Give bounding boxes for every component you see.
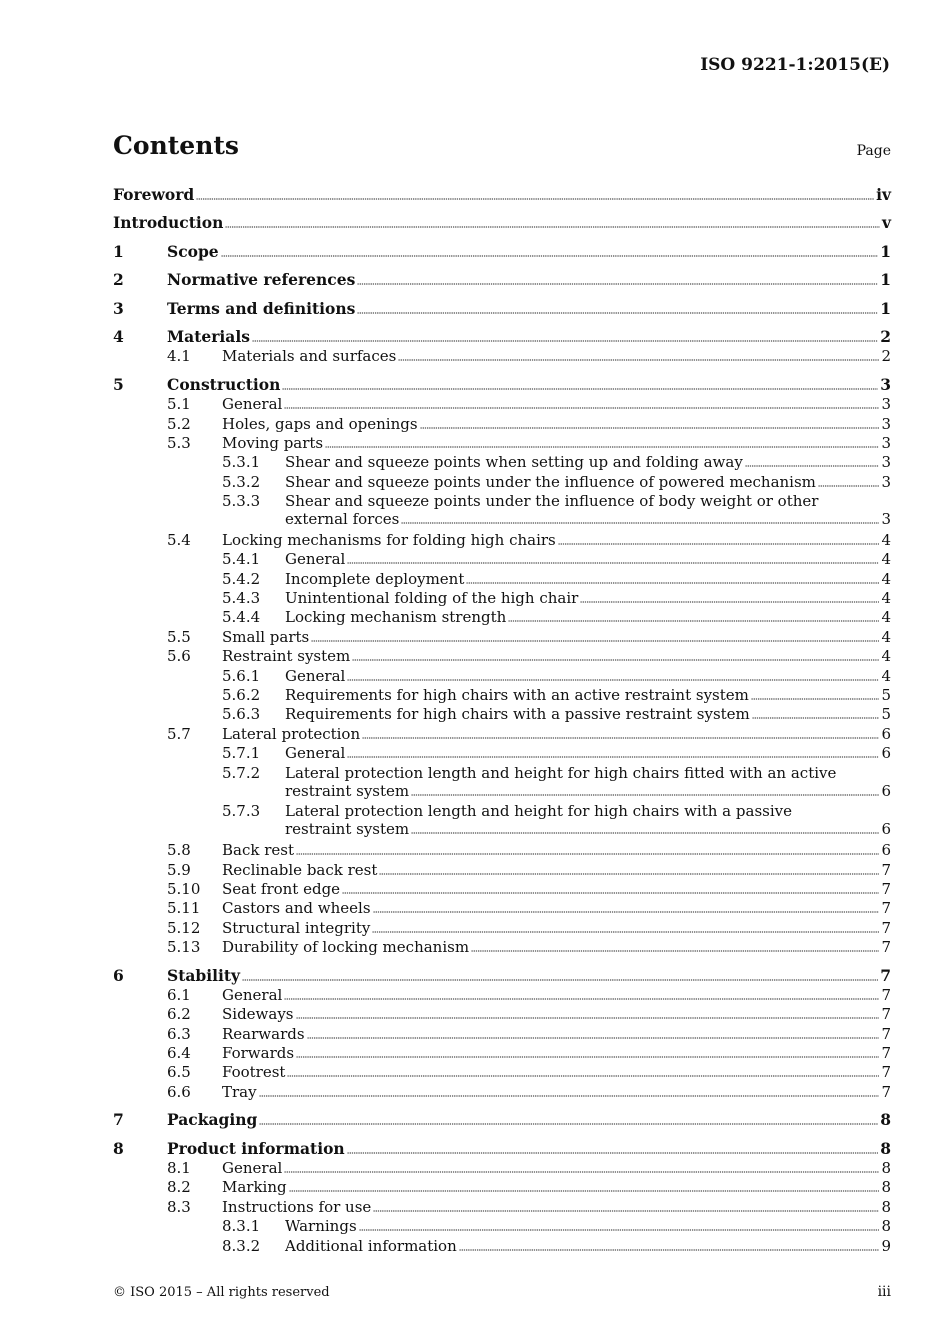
toc-entry-number: 5.4.2 [222, 569, 261, 588]
dot-leader [818, 483, 880, 487]
dot-leader [196, 196, 874, 200]
toc-entry-title: Product information [167, 1138, 345, 1158]
toc-entry-number: 4.1 [167, 347, 191, 366]
toc-entry-number: 5.9 [167, 860, 191, 879]
toc-entry-number: 6.4 [167, 1044, 191, 1063]
dot-leader [221, 253, 879, 257]
toc-entry-page: 2 [880, 326, 891, 346]
toc-entry-page: 5 [881, 686, 891, 704]
toc-entry-page: 7 [881, 1044, 891, 1063]
toc-entry-number: 5.7.2 [222, 763, 261, 782]
dot-leader [359, 1227, 880, 1231]
toc-entry-page: 1 [880, 241, 891, 261]
toc-entry[interactable] [113, 880, 891, 899]
toc-entry-title-continued: external forces [285, 510, 400, 529]
toc-entry[interactable] [113, 647, 891, 666]
toc-entry[interactable] [113, 628, 891, 647]
toc-entry-number: 6.5 [167, 1063, 191, 1082]
toc-entry-page: 4 [881, 530, 891, 549]
toc-entry-number: 5.8 [167, 841, 191, 860]
toc-entry-page: 4 [881, 666, 891, 685]
toc-entry-title: Shear and squeeze points under the influence of body weight or other [285, 492, 819, 511]
toc-entry-page: 3 [881, 453, 891, 472]
toc-entry-page: 4 [881, 647, 891, 666]
toc-entry-page: 4 [881, 608, 891, 627]
toc-entry-title: Castors and wheels [222, 899, 371, 918]
toc-entry-number: 2 [113, 270, 124, 290]
toc-entry-page: 6 [881, 744, 891, 763]
toc-entry-page: 3 [881, 414, 891, 433]
toc-entry-page: 3 [880, 374, 891, 394]
toc-entry-number: 8.1 [167, 1159, 191, 1178]
toc-entry-page: 8 [880, 1138, 891, 1158]
toc-entry[interactable] [113, 570, 891, 589]
dot-leader [284, 1169, 879, 1173]
toc-entry-number: 8 [113, 1138, 124, 1158]
toc-entry-number: 5 [113, 374, 124, 394]
toc-entry-title: Moving parts [222, 433, 324, 452]
toc-entry[interactable] [113, 328, 891, 347]
toc-entry[interactable] [113, 1111, 891, 1130]
toc-entry-number: 8.3.2 [222, 1236, 261, 1255]
toc-entry-number: 5.3 [167, 433, 191, 452]
dot-leader [580, 599, 879, 603]
toc-entry-page: iv [876, 185, 891, 204]
toc-entry-title: Lateral protection length and height for high chairs with a passive [285, 802, 792, 821]
dot-leader [362, 735, 879, 739]
toc-entry-title: Small parts [222, 627, 310, 646]
toc-entry-title: Requirements for high chairs with a passive restraint system [285, 705, 750, 724]
dot-leader [284, 405, 879, 409]
toc-entry-page: 7 [881, 879, 891, 898]
toc-entry-page: 7 [881, 899, 891, 918]
toc-entry-page: 7 [881, 1082, 891, 1101]
dot-leader [411, 792, 879, 796]
toc-entry-number: 6.1 [167, 985, 191, 1004]
toc-entry-title: General [285, 744, 346, 763]
dot-leader [379, 871, 879, 875]
toc-entry[interactable] [113, 271, 891, 290]
toc-entry-number: 5.10 [167, 879, 201, 898]
toc-entry-title: Incomplete deployment [285, 569, 465, 588]
toc-entry-title: Seat front edge [222, 879, 341, 898]
toc-entry[interactable] [113, 919, 891, 938]
footer-page-number: iii [877, 1284, 891, 1300]
toc-entry-number: 5.13 [167, 938, 201, 957]
toc-entry[interactable] [113, 347, 891, 366]
toc-entry[interactable] [113, 1025, 891, 1044]
toc-entry-page: 8 [881, 1178, 891, 1197]
toc-entry[interactable] [113, 589, 891, 608]
toc-entry-number: 6.2 [167, 1005, 191, 1024]
dot-leader [357, 281, 878, 285]
toc-entry[interactable] [113, 434, 891, 453]
toc-entry-number: 5.11 [167, 899, 201, 918]
toc-entry-page: v [881, 213, 891, 233]
toc-entry-title: General [222, 985, 283, 1004]
toc-entry-title-continued: restraint system [285, 820, 410, 839]
toc-entry[interactable] [113, 1237, 891, 1256]
toc-entry[interactable] [113, 415, 891, 434]
toc-entry-title: Unintentional folding of the high chair [285, 589, 579, 608]
toc-entry[interactable] [113, 1083, 891, 1102]
dot-leader [745, 463, 880, 467]
toc-entry[interactable] [113, 300, 891, 319]
toc-entry-title: General [222, 1159, 283, 1178]
toc-entry-number: 5.1 [167, 395, 191, 414]
toc-entry-number: 6.3 [167, 1024, 191, 1043]
dot-leader [287, 1073, 879, 1077]
dot-leader [225, 224, 880, 228]
dot-leader [296, 1054, 879, 1058]
toc-entry[interactable] [113, 1159, 891, 1178]
toc-entry-page: 4 [881, 627, 891, 646]
toc-entry[interactable] [113, 376, 891, 395]
toc-entry-title: Stability [167, 965, 241, 985]
toc-entry-number: 3 [113, 298, 124, 318]
toc-entry-title: Warnings [285, 1217, 357, 1236]
toc-entry-number: 5.3.1 [222, 453, 261, 472]
table-of-contents [113, 186, 891, 1256]
toc-entry[interactable] [113, 986, 891, 1005]
toc-entry[interactable] [113, 395, 891, 414]
toc-entry-title: Requirements for high chairs with an active restraint system [285, 686, 749, 704]
toc-entry-number: 5.6.1 [222, 666, 261, 685]
toc-entry-title-continued: restraint system [285, 781, 410, 800]
toc-entry-page: 3 [881, 510, 891, 529]
dot-leader [289, 1188, 880, 1192]
toc-entry-number: 8.3.1 [222, 1217, 261, 1236]
toc-entry-title: Materials [167, 326, 250, 346]
toc-entry-number: 5.7 [167, 724, 191, 743]
dot-leader [259, 1121, 878, 1125]
toc-entry-page: 8 [881, 1197, 891, 1216]
dot-leader [284, 996, 879, 1000]
toc-entry-page: 9 [881, 1236, 891, 1255]
toc-entry-number: 5.7.3 [222, 802, 261, 821]
dot-leader [398, 357, 879, 361]
toc-entry-page: 6 [881, 841, 891, 860]
toc-entry-number: 8.2 [167, 1178, 191, 1197]
toc-entry-title: General [285, 550, 346, 569]
toc-entry-number: 5.7.1 [222, 744, 261, 763]
toc-entry[interactable] [113, 686, 891, 705]
toc-entry-number: 5.3.2 [222, 472, 261, 491]
toc-entry[interactable] [113, 899, 891, 918]
toc-entry-number: 6.6 [167, 1082, 191, 1101]
toc-entry-page: 6 [881, 820, 891, 839]
toc-entry-title: Construction [167, 374, 281, 394]
toc-entry-title: Instructions for use [222, 1197, 372, 1216]
toc-entry-number: 5.4.1 [222, 550, 261, 569]
page-column-label: Page [856, 143, 891, 159]
toc-entry-page: 7 [881, 1005, 891, 1024]
toc-entry-title: Reclinable back rest [222, 860, 378, 879]
dot-leader [242, 977, 878, 981]
toc-entry-page: 6 [881, 781, 891, 800]
toc-entry[interactable] [113, 1178, 891, 1197]
toc-entry-page: 8 [881, 1217, 891, 1236]
dot-leader [752, 715, 880, 719]
toc-entry-number: 5.2 [167, 414, 191, 433]
toc-entry[interactable] [113, 608, 891, 627]
toc-entry-number: 7 [113, 1110, 124, 1130]
toc-entry-title: Sideways [222, 1005, 294, 1024]
dot-leader [751, 696, 880, 700]
toc-entry-title: Additional information [285, 1236, 457, 1255]
dot-leader [459, 1247, 880, 1251]
toc-entry-number: 5.4 [167, 530, 191, 549]
toc-entry[interactable] [113, 1217, 891, 1236]
dot-leader [357, 310, 878, 314]
dot-leader [420, 425, 880, 429]
toc-entry[interactable] [113, 764, 891, 803]
toc-entry[interactable] [113, 531, 891, 550]
dot-leader [342, 890, 879, 894]
dot-leader [296, 1015, 880, 1019]
toc-entry-page: 6 [881, 724, 891, 743]
toc-entry-title: Introduction [113, 213, 224, 233]
toc-entry-title: Footrest [222, 1063, 286, 1082]
dot-leader [466, 580, 879, 584]
toc-entry-title: Scope [167, 241, 219, 261]
dot-leader [347, 754, 879, 758]
dot-leader [307, 1035, 880, 1039]
toc-entry-page: 7 [881, 985, 891, 1004]
document-id: ISO 9221-1:2015(E) [700, 55, 890, 75]
toc-entry-page: 5 [881, 705, 891, 724]
toc-entry-title: Marking [222, 1178, 287, 1197]
toc-entry-title: Shear and squeeze points under the influence of powered mechanism [285, 472, 816, 491]
toc-entry-title: Locking mechanism strength [285, 608, 507, 627]
dot-leader [282, 386, 878, 390]
dot-leader [347, 560, 879, 564]
toc-entry-page: 7 [881, 1063, 891, 1082]
toc-entry-page: 7 [881, 1024, 891, 1043]
toc-entry[interactable] [113, 705, 891, 724]
footer-copyright: © ISO 2015 – All rights reserved [113, 1285, 330, 1300]
toc-entry-page: 7 [880, 965, 891, 985]
toc-entry-page: 1 [880, 270, 891, 290]
dot-leader [252, 338, 878, 342]
toc-entry-page: 1 [880, 298, 891, 318]
toc-entry-number: 1 [113, 241, 124, 261]
toc-entry-title: General [285, 666, 346, 685]
toc-entry-title: Back rest [222, 841, 294, 860]
toc-entry[interactable] [113, 802, 891, 841]
dot-leader [352, 657, 879, 661]
toc-entry-page: 8 [881, 1159, 891, 1178]
toc-entry-title: Durability of locking mechanism [222, 938, 470, 957]
dot-leader [558, 541, 880, 545]
toc-entry[interactable] [113, 453, 891, 472]
toc-entry-page: 4 [881, 569, 891, 588]
dot-leader [411, 830, 879, 834]
toc-entry-title: Shear and squeeze points when setting up and folding away [285, 453, 743, 472]
page-title: Contents [113, 131, 240, 160]
dot-leader [373, 909, 880, 913]
toc-entry-number: 6 [113, 965, 124, 985]
dot-leader [372, 929, 879, 933]
toc-entry[interactable] [113, 1198, 891, 1217]
dot-leader [296, 851, 879, 855]
toc-entry-page: 3 [881, 395, 891, 414]
toc-entry-number: 4 [113, 326, 124, 346]
dot-leader [373, 1208, 879, 1212]
toc-entry-title: Structural integrity [222, 918, 371, 937]
toc-entry-title: Locking mechanisms for folding high chairs [222, 530, 556, 549]
toc-entry[interactable] [113, 667, 891, 686]
toc-entry-page: 3 [881, 472, 891, 491]
toc-entry-number: 5.12 [167, 918, 201, 937]
dot-leader [347, 1150, 879, 1154]
dot-leader [508, 618, 879, 622]
toc-entry-title: Materials and surfaces [222, 347, 397, 366]
toc-entry-title: Normative references [167, 270, 356, 290]
toc-entry-title: Rearwards [222, 1024, 305, 1043]
dot-leader [311, 638, 879, 642]
toc-entry[interactable] [113, 725, 891, 744]
toc-entry-title: Lateral protection [222, 724, 361, 743]
toc-entry-page: 7 [881, 860, 891, 879]
toc-entry[interactable] [113, 1044, 891, 1063]
toc-entry-number: 5.4.4 [222, 608, 261, 627]
toc-entry-title: General [222, 395, 283, 414]
dot-leader [347, 677, 879, 681]
dot-leader [259, 1093, 880, 1097]
toc-entry-title: Restraint system [222, 647, 351, 666]
toc-entry[interactable] [113, 1140, 891, 1159]
toc-entry[interactable] [113, 186, 891, 205]
dot-leader [401, 520, 879, 524]
toc-entry[interactable] [113, 967, 891, 986]
toc-entry[interactable] [113, 214, 891, 233]
toc-entry-title: Holes, gaps and openings [222, 414, 418, 433]
toc-entry[interactable] [113, 1063, 891, 1082]
toc-entry-title: Tray [222, 1082, 257, 1101]
toc-entry-page: 4 [881, 589, 891, 608]
toc-entry-page: 7 [881, 938, 891, 957]
toc-entry[interactable] [113, 744, 891, 763]
toc-entry-number: 5.4.3 [222, 589, 261, 608]
toc-entry[interactable] [113, 1005, 891, 1024]
toc-entry[interactable] [113, 861, 891, 880]
toc-entry-page: 2 [881, 347, 891, 366]
toc-entry-title: Foreword [113, 185, 195, 204]
toc-entry-page: 3 [881, 433, 891, 452]
toc-entry-title: Forwards [222, 1044, 295, 1063]
toc-entry[interactable] [113, 492, 891, 531]
toc-entry-page: 4 [881, 550, 891, 569]
toc-entry[interactable] [113, 550, 891, 569]
toc-entry-number: 5.3.3 [222, 492, 261, 511]
toc-entry-number: 5.5 [167, 627, 191, 646]
dot-leader [471, 948, 879, 952]
toc-entry-title: Packaging [167, 1110, 258, 1130]
toc-entry[interactable] [113, 841, 891, 860]
toc-entry[interactable] [113, 243, 891, 262]
toc-entry-page: 7 [881, 918, 891, 937]
toc-entry[interactable] [113, 473, 891, 492]
toc-entry-number: 5.6 [167, 647, 191, 666]
dot-leader [325, 444, 879, 448]
toc-entry-title: Terms and definitions [167, 298, 356, 318]
toc-entry[interactable] [113, 938, 891, 957]
toc-entry-page: 8 [880, 1110, 891, 1130]
toc-entry-number: 5.6.3 [222, 705, 261, 724]
toc-entry-number: 8.3 [167, 1197, 191, 1216]
toc-entry-title: Lateral protection length and height for high chairs fitted with an active [285, 763, 837, 782]
toc-entry-number: 5.6.2 [222, 686, 261, 704]
